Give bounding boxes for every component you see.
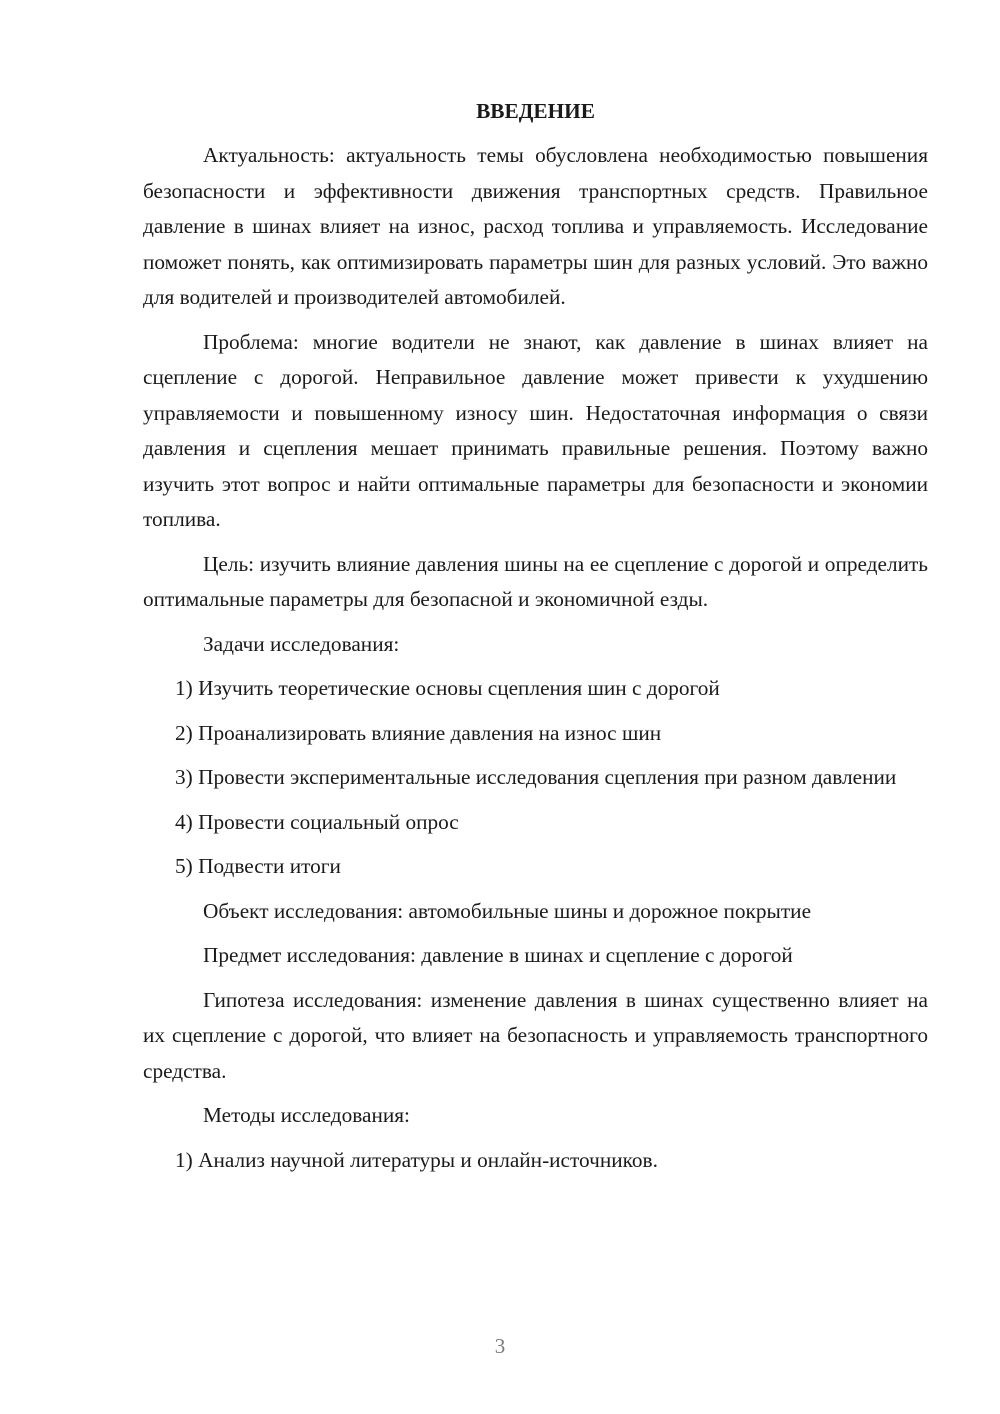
task-item-1: 1) Изучить теоретические основы сцепления шин с дорогой	[175, 676, 720, 700]
task-item-2: 2) Проанализировать влияние давления на износ шин	[175, 720, 662, 745]
goal-paragraph: Цель: изучить влияние давления шины на ее сцепление с дорогой и определить оптимальные параметры для безопасной и экономичной езды.	[143, 551, 928, 611]
section-heading: ВВЕДЕНИЕ	[476, 99, 595, 123]
tasks-label: Задачи исследования:	[203, 631, 400, 656]
hypothesis-paragraph: Гипотеза исследования: изменение давления в шинах существенно влияет на их сцепление с дорогой, что влияет на безопасность и управляемость транспортного средства.	[143, 987, 928, 1083]
task-item-5: 5) Подвести итоги	[175, 854, 341, 878]
document-page	[143, 96, 928, 1187]
subject-line: Предмет исследования: давление в шинах и сцепление с дорогой	[203, 943, 793, 967]
object-line: Объект исследования: автомобильные шины и дорожное покрытие	[203, 898, 812, 923]
problem-paragraph: Проблема: многие водители не знают, как давление в шинах влияет на сцепление с дорогой. Неправильное давление может привести к ухудшению управляемости и повышенному износу шин. Недостаточная информация о связи давления и сцепления мешает принимать правильные решения. Поэтому важно изучить этот вопрос и найти оптимальные параметры для безопасности и экономии топлива.	[143, 329, 928, 531]
task-item-3: 3) Провести экспериментальные исследования сцепления при разном давлении	[175, 765, 897, 789]
relevance-paragraph: Актуальность: актуальность темы обусловлена необходимостью повышения безопасности и эффективности движения транспортных средств. Правильное давление в шинах влияет на износ, расход топлива и управляемость. Исследование поможет понять, как оптимизировать параметры шин для разных условий. Это важно для водителей и производителей автомобилей.	[143, 143, 928, 309]
methods-label: Методы исследования:	[203, 1103, 410, 1127]
page-number: 3	[494, 1334, 506, 1358]
task-item-4: 4) Провести социальный опрос	[175, 809, 459, 834]
method-item-1: 1) Анализ научной литературы и онлайн-источников.	[175, 1147, 658, 1172]
